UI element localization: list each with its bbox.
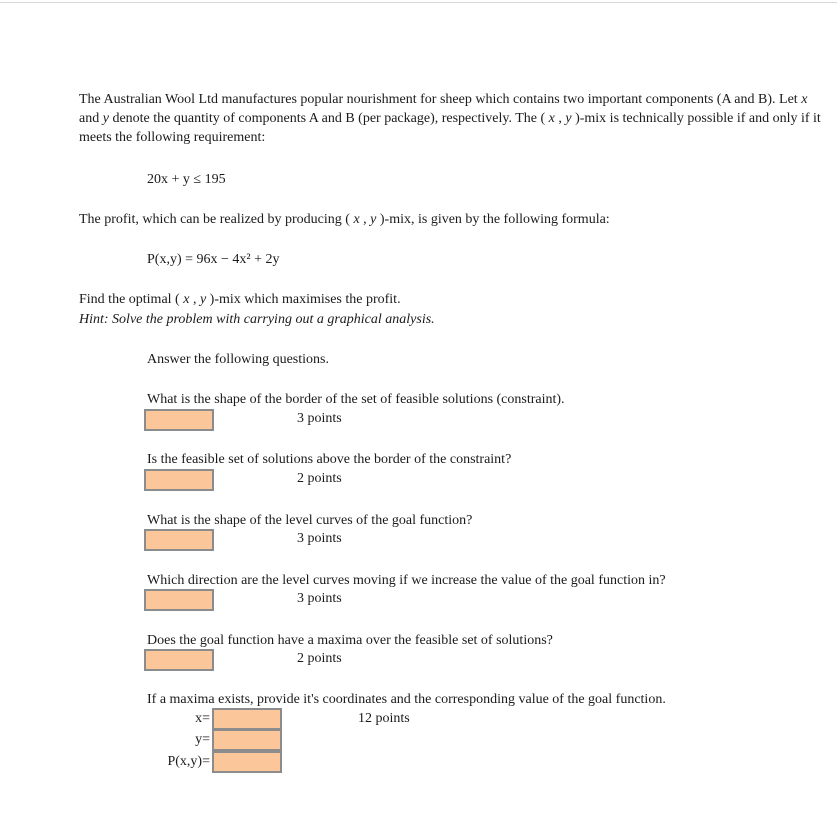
constraint-formula: 20x + y ≤ 195 — [147, 172, 226, 187]
question-1-answer-input[interactable] — [144, 409, 214, 431]
question-5-points: 2 points — [297, 651, 342, 666]
question-5-text: Does the goal function have a maxima over the feasible set of solutions? — [147, 633, 553, 648]
question-1-text: What is the shape of the border of the set of feasible solutions (constraint). — [147, 392, 565, 407]
profit-description: The profit, which can be realized by producing ( x , y )-mix, is given by the following formula: — [79, 212, 610, 227]
hint-text: Hint: Solve the problem with carrying out a graphical analysis. — [79, 312, 435, 327]
question-4-text: Which direction are the level curves moving if we increase the value of the goal function in? — [147, 573, 666, 588]
x-answer-input[interactable] — [212, 708, 282, 730]
y-field-label: y= — [195, 732, 210, 747]
question-5-answer-input[interactable] — [144, 649, 214, 671]
problem-statement: The Australian Wool Ltd manufactures popular nourishment for sheep which contains two important components (A and B). Let x and y denote the quantity of components A and B (per package), respectively. The ( x , y )-mix is technically possible if and only if it meets the following requirement: — [79, 92, 821, 145]
profit-value-label: P(x,y)= — [167, 754, 210, 769]
question-3-text: What is the shape of the level curves of the goal function? — [147, 513, 473, 528]
y-answer-input[interactable] — [212, 729, 282, 751]
final-question-text: If a maxima exists, provide it's coordinates and the corresponding value of the goal function. — [147, 692, 666, 707]
task-statement: Find the optimal ( x , y )-mix which maximises the profit. — [79, 292, 401, 307]
question-2-points: 2 points — [297, 471, 342, 486]
question-2-answer-input[interactable] — [144, 469, 214, 491]
top-divider — [0, 2, 837, 3]
question-2-text: Is the feasible set of solutions above the border of the constraint? — [147, 452, 512, 467]
answer-heading: Answer the following questions. — [147, 352, 329, 367]
profit-value-input[interactable] — [212, 751, 282, 773]
question-4-answer-input[interactable] — [144, 589, 214, 611]
question-3-points: 3 points — [297, 531, 342, 546]
profit-formula: P(x,y) = 96x − 4x² + 2y — [147, 252, 280, 267]
question-3-answer-input[interactable] — [144, 529, 214, 551]
question-1-points: 3 points — [297, 411, 342, 426]
x-field-label: x= — [195, 711, 210, 726]
final-question-points: 12 points — [358, 711, 410, 726]
question-4-points: 3 points — [297, 591, 342, 606]
